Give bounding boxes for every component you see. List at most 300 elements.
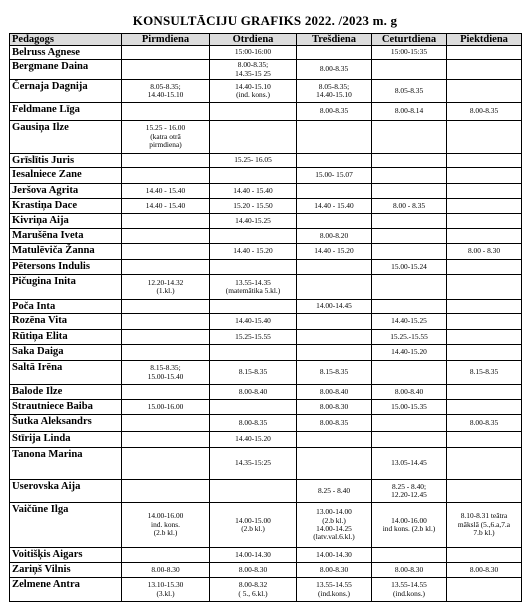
cell-line: 14.00-14.25	[316, 524, 352, 533]
cell-line: 8.15-8.35	[469, 367, 499, 377]
cell-line: 8.00-8.35	[319, 64, 349, 74]
cell-line: 8.00-8.35;	[237, 60, 269, 70]
cell-friday	[447, 275, 522, 300]
teacher-name: Jeršova Agrita	[10, 184, 122, 199]
cell-line: 8.25 - 8.40	[317, 485, 351, 495]
cell-line: 14.40 - 15.20	[314, 246, 354, 256]
table-body	[10, 46, 522, 602]
cell-line: 8.05-8.35	[394, 85, 424, 95]
cell-line: 14.40 - 15.40	[145, 200, 186, 210]
cell-monday	[122, 229, 210, 244]
cell-line: 8.25 - 8.40;	[391, 481, 427, 491]
cell-thursday	[372, 60, 447, 80]
cell-wednesday	[297, 503, 372, 548]
cell-tuesday	[210, 275, 297, 300]
header-tuesday: Otrdiena	[210, 34, 297, 46]
cell-thursday	[372, 184, 447, 199]
cell-tuesday	[210, 121, 297, 154]
cell-thursday	[372, 260, 447, 275]
cell-wednesday	[297, 46, 372, 60]
cell-friday	[447, 103, 522, 121]
table-row	[10, 578, 522, 602]
teacher-name: Strautniece Baiba	[10, 400, 122, 415]
cell-line: 14.40 - 15.40	[145, 185, 186, 195]
cell-line: (ind. kons.)	[236, 90, 270, 99]
cell-monday	[122, 345, 210, 361]
cell-line: 14.40-15.20	[391, 347, 427, 357]
cell-wednesday	[297, 229, 372, 244]
cell-monday	[122, 214, 210, 229]
cell-line: 8.00-8.14	[394, 106, 424, 116]
cell-line: (matemātika 5.kl.)	[225, 286, 281, 295]
cell-wednesday	[297, 199, 372, 214]
cell-tuesday	[210, 168, 297, 184]
cell-tuesday	[210, 199, 297, 214]
header-monday: Pirmdiena	[122, 34, 210, 46]
table-row	[10, 314, 522, 330]
cell-line: 15.00- 15.07	[315, 170, 353, 180]
cell-line: 14.40 - 15.40	[314, 200, 354, 210]
teacher-name: Grīslītis Juris	[10, 154, 122, 168]
cell-monday	[122, 60, 210, 80]
cell-thursday	[372, 400, 447, 415]
teacher-name: Rūtiņa Elita	[10, 330, 122, 345]
cell-line: 13.55-14.55	[316, 580, 352, 590]
cell-line: 14.40-15.10	[147, 90, 184, 99]
header-wednesday: Trešdiena	[297, 34, 372, 46]
teacher-name: Bergmane Daina	[10, 60, 122, 80]
cell-thursday	[372, 361, 447, 385]
cell-line: 14.35-15 25	[235, 68, 271, 78]
cell-tuesday	[210, 244, 297, 260]
cell-tuesday	[210, 345, 297, 361]
cell-line: 14.00-14.45	[316, 301, 352, 311]
cell-thursday	[372, 168, 447, 184]
cell-thursday	[372, 214, 447, 229]
table-row	[10, 154, 522, 168]
cell-tuesday	[210, 563, 297, 578]
cell-line: 13.55-14.35	[235, 277, 271, 287]
cell-line: 8.00-8.30	[319, 401, 349, 411]
table-row	[10, 361, 522, 385]
cell-line: (2.b kl.)	[153, 528, 178, 538]
cell-line: 13.10-15.30	[147, 580, 184, 590]
cell-line: 8.00 - 8.35	[392, 200, 426, 210]
cell-thursday	[372, 300, 447, 314]
cell-thursday	[372, 448, 447, 480]
cell-line: 14.40-15.20	[235, 434, 271, 444]
table-row	[10, 46, 522, 60]
table-row	[10, 480, 522, 503]
cell-line: 14.40-15.10	[316, 90, 352, 99]
cell-tuesday	[210, 361, 297, 385]
cell-monday	[122, 244, 210, 260]
teacher-name: Belruss Agnese	[10, 46, 122, 60]
cell-line: 8.00-8.30	[319, 564, 349, 574]
cell-tuesday	[210, 400, 297, 415]
cell-thursday	[372, 154, 447, 168]
cell-monday	[122, 480, 210, 503]
cell-tuesday	[210, 415, 297, 432]
cell-monday	[122, 260, 210, 275]
cell-wednesday	[297, 184, 372, 199]
teacher-name: Vaičūne Ilga	[10, 503, 122, 548]
cell-tuesday	[210, 480, 297, 503]
cell-wednesday	[297, 361, 372, 385]
cell-friday	[447, 385, 522, 400]
cell-monday	[122, 80, 210, 103]
cell-thursday	[372, 199, 447, 214]
cell-line: (katra otrā	[150, 131, 181, 141]
cell-line: 8.00-8.30	[394, 564, 424, 574]
cell-tuesday	[210, 60, 297, 80]
cell-tuesday	[210, 103, 297, 121]
cell-thursday	[372, 46, 447, 60]
cell-line: 12.20-14.32	[147, 277, 184, 287]
cell-monday	[122, 503, 210, 548]
cell-friday	[447, 121, 522, 154]
cell-tuesday	[210, 385, 297, 400]
cell-monday	[122, 432, 210, 448]
cell-wednesday	[297, 214, 372, 229]
cell-thursday	[372, 345, 447, 361]
cell-wednesday	[297, 103, 372, 121]
cell-friday	[447, 448, 522, 480]
cell-monday	[122, 184, 210, 199]
cell-thursday	[372, 103, 447, 121]
cell-line: (2.b kl.)	[241, 524, 265, 533]
cell-line: 8.00-8.35	[319, 106, 349, 116]
cell-thursday	[372, 80, 447, 103]
cell-line: 8.00-8.20	[319, 230, 349, 240]
table-row	[10, 300, 522, 314]
cell-line: ( 5., 6.kl.)	[238, 588, 268, 598]
cell-monday	[122, 361, 210, 385]
teacher-name: Feldmane Līga	[10, 103, 122, 121]
cell-monday	[122, 385, 210, 400]
table-row	[10, 345, 522, 361]
schedule-title: KONSULTĀCIJU GRAFIKS 2022. /2023 m. g	[132, 13, 398, 28]
header-row	[10, 34, 522, 46]
header-friday: Piektdiena	[447, 34, 522, 46]
cell-thursday	[372, 229, 447, 244]
cell-line: 13.55-14.55	[391, 580, 427, 590]
cell-line: 13.05-14.45	[391, 458, 427, 468]
cell-friday	[447, 361, 522, 385]
cell-line: 15.20 - 15.50	[233, 200, 273, 210]
cell-line: (ind.kons.)	[317, 588, 351, 598]
cell-wednesday	[297, 480, 372, 503]
cell-tuesday	[210, 432, 297, 448]
cell-friday	[447, 60, 522, 80]
cell-tuesday	[210, 330, 297, 345]
teacher-name: Marušēna Iveta	[10, 229, 122, 244]
cell-monday	[122, 548, 210, 563]
teacher-name: Kivriņa Aija	[10, 214, 122, 229]
cell-friday	[447, 199, 522, 214]
cell-line: 8.15-8.35	[319, 367, 349, 377]
teacher-name: Pičugina Inita	[10, 275, 122, 300]
cell-line: 14.00-14.30	[235, 549, 271, 559]
cell-line: (3.kl.)	[156, 588, 175, 598]
table-row	[10, 548, 522, 563]
cell-wednesday	[297, 432, 372, 448]
cell-line: 15:00-16:00	[234, 47, 272, 57]
cell-line: 8.00-8.32	[238, 580, 268, 590]
cell-friday	[447, 503, 522, 548]
cell-thursday	[372, 330, 447, 345]
cell-line: 8.05-8.35;	[150, 81, 181, 91]
cell-line: 14.00-16.00	[147, 511, 184, 521]
cell-line: 8.00-8.30	[469, 564, 499, 574]
cell-tuesday	[210, 46, 297, 60]
cell-friday	[447, 154, 522, 168]
cell-line: 15.25-15.55	[235, 331, 271, 341]
cell-line: 8.00-8.30	[238, 564, 268, 574]
cell-monday	[122, 330, 210, 345]
cell-line: 14.40-15.10	[235, 81, 271, 91]
cell-monday	[122, 415, 210, 432]
cell-wednesday	[297, 260, 372, 275]
cell-friday	[447, 244, 522, 260]
header-teacher: Pedagogs	[10, 34, 122, 46]
teacher-name: Voitišķis Aigars	[10, 548, 122, 563]
cell-line: 7.b kl.)	[473, 528, 495, 538]
cell-tuesday	[210, 548, 297, 563]
table-row	[10, 385, 522, 400]
teacher-name: Pētersons Indulis	[10, 260, 122, 275]
cell-wednesday	[297, 60, 372, 80]
cell-friday	[447, 400, 522, 415]
cell-monday	[122, 121, 210, 154]
cell-line: 8.15-8.35;	[150, 363, 181, 373]
cell-line: 14.35-15:25	[235, 458, 271, 468]
cell-line: mākslā (5.,6.a,7.a	[457, 519, 511, 529]
cell-line: (latv.val.6.kl.)	[313, 532, 355, 542]
cell-tuesday	[210, 503, 297, 548]
cell-line: 15.00-15.24	[391, 261, 427, 271]
table-row	[10, 214, 522, 229]
cell-tuesday	[210, 214, 297, 229]
cell-friday	[447, 330, 522, 345]
table-row	[10, 563, 522, 578]
cell-line: 14.00-16.00	[391, 515, 427, 525]
header-thursday: Ceturtdiena	[372, 34, 447, 46]
cell-line: 14.40-15.25	[235, 215, 271, 225]
cell-friday	[447, 46, 522, 60]
cell-tuesday	[210, 229, 297, 244]
cell-tuesday	[210, 300, 297, 314]
table-row	[10, 229, 522, 244]
cell-friday	[447, 314, 522, 330]
cell-monday	[122, 314, 210, 330]
cell-friday	[447, 548, 522, 563]
cell-monday	[122, 103, 210, 121]
cell-wednesday	[297, 121, 372, 154]
cell-friday	[447, 345, 522, 361]
cell-tuesday	[210, 578, 297, 602]
teacher-name: Gausiņa Ilze	[10, 121, 122, 154]
cell-thursday	[372, 548, 447, 563]
table-row	[10, 330, 522, 345]
cell-friday	[447, 229, 522, 244]
cell-friday	[447, 300, 522, 314]
table-row	[10, 400, 522, 415]
table-row	[10, 244, 522, 260]
cell-line: ind kons. (2.b kl.)	[382, 524, 436, 533]
cell-line: 8.10-8.31 teātra	[460, 511, 508, 521]
cell-monday	[122, 46, 210, 60]
cell-friday	[447, 432, 522, 448]
cell-line: 15.00-16.00	[147, 401, 184, 411]
cell-line: 8.00-8.40	[319, 386, 349, 396]
table-row	[10, 60, 522, 80]
cell-line: 15.25 - 16.00	[145, 123, 186, 133]
teacher-name: Userovska Aija	[10, 480, 122, 503]
cell-tuesday	[210, 154, 297, 168]
teacher-name: Matulēviča Žanna	[10, 244, 122, 260]
cell-thursday	[372, 244, 447, 260]
cell-friday	[447, 214, 522, 229]
cell-line: 8.00-8.35	[469, 106, 499, 116]
teacher-name: Tanona Marina	[10, 448, 122, 480]
cell-line: 14.00-14.30	[316, 549, 352, 559]
teacher-name: Iesalniece Zane	[10, 168, 122, 184]
cell-line: 8.00-8.35	[238, 417, 268, 427]
table-row	[10, 415, 522, 432]
cell-monday	[122, 448, 210, 480]
cell-tuesday	[210, 184, 297, 199]
cell-wednesday	[297, 345, 372, 361]
cell-line: (1.kl.)	[156, 286, 175, 295]
cell-thursday	[372, 385, 447, 400]
cell-thursday	[372, 503, 447, 548]
cell-wednesday	[297, 330, 372, 345]
table-row	[10, 260, 522, 275]
cell-line: 14.40-15.25	[391, 316, 427, 326]
cell-wednesday	[297, 385, 372, 400]
teacher-name: Zariņš Vilnis	[10, 563, 122, 578]
table-row	[10, 80, 522, 103]
cell-line: (2.b kl.)	[322, 515, 346, 525]
cell-line: 8.05-8.35;	[318, 81, 350, 91]
cell-wednesday	[297, 400, 372, 415]
cell-line: (ind.kons.)	[392, 588, 426, 598]
cell-line: pirmdiena)	[149, 140, 182, 150]
cell-thursday	[372, 314, 447, 330]
cell-line: 15.00-15.35	[391, 401, 427, 411]
cell-tuesday	[210, 314, 297, 330]
cell-wednesday	[297, 415, 372, 432]
teacher-name: Stīrija Linda	[10, 432, 122, 448]
cell-friday	[447, 168, 522, 184]
table-row	[10, 503, 522, 548]
teacher-name: Krastiņa Dace	[10, 199, 122, 214]
table-row	[10, 103, 522, 121]
cell-thursday	[372, 275, 447, 300]
cell-wednesday	[297, 80, 372, 103]
teacher-name: Rozēna Vita	[10, 314, 122, 330]
cell-wednesday	[297, 578, 372, 602]
cell-line: 15.00-15.40	[147, 371, 184, 381]
cell-line: 15.25- 16.05	[234, 155, 272, 165]
cell-line: ind. kons.	[151, 519, 180, 529]
cell-line: 8.00-8.30	[151, 564, 180, 574]
cell-wednesday	[297, 448, 372, 480]
cell-thursday	[372, 432, 447, 448]
cell-line: 15:00-15:35	[390, 47, 428, 57]
cell-friday	[447, 260, 522, 275]
cell-monday	[122, 199, 210, 214]
cell-wednesday	[297, 244, 372, 260]
cell-line: 14.40 - 15.20	[233, 246, 273, 256]
cell-line: 12.20-12.45	[391, 490, 427, 499]
cell-line: 8.00 - 8.30	[467, 246, 501, 256]
cell-wednesday	[297, 314, 372, 330]
cell-wednesday	[297, 168, 372, 184]
teacher-name: Poča Inta	[10, 300, 122, 314]
cell-tuesday	[210, 448, 297, 480]
cell-line: 15.25.-15.55	[390, 331, 428, 341]
cell-line: 13.00-14.00	[316, 507, 352, 517]
teacher-name: Šutka Aleksandrs	[10, 415, 122, 432]
cell-wednesday	[297, 300, 372, 314]
table-row	[10, 199, 522, 214]
cell-line: 14.40-15.40	[235, 316, 271, 326]
teacher-name: Černaja Dagnija	[10, 80, 122, 103]
teacher-name: Balode Ilze	[10, 385, 122, 400]
consultation-table	[9, 33, 522, 602]
table-row	[10, 168, 522, 184]
cell-line: 14.40 - 15.40	[233, 185, 273, 195]
cell-friday	[447, 578, 522, 602]
cell-thursday	[372, 480, 447, 503]
cell-line: 8.00-8.40	[394, 386, 424, 396]
teacher-name: Zelmene Antra	[10, 578, 122, 602]
cell-friday	[447, 184, 522, 199]
cell-monday	[122, 168, 210, 184]
cell-line: 8.00-8.35	[469, 417, 499, 427]
cell-line: 8.00-8.35	[319, 417, 349, 427]
teacher-name: Saltā Irēna	[10, 361, 122, 385]
cell-monday	[122, 154, 210, 168]
cell-wednesday	[297, 563, 372, 578]
cell-wednesday	[297, 275, 372, 300]
cell-monday	[122, 578, 210, 602]
cell-line: 8.15-8.35	[238, 367, 268, 377]
cell-monday	[122, 563, 210, 578]
cell-friday	[447, 80, 522, 103]
teacher-name: Saka Daiga	[10, 345, 122, 361]
cell-tuesday	[210, 80, 297, 103]
cell-monday	[122, 400, 210, 415]
table-row	[10, 432, 522, 448]
table-row	[10, 184, 522, 199]
cell-thursday	[372, 121, 447, 154]
cell-line: 14.00-15.00	[235, 515, 271, 525]
cell-wednesday	[297, 154, 372, 168]
table-row	[10, 448, 522, 480]
table-row	[10, 121, 522, 154]
cell-wednesday	[297, 548, 372, 563]
cell-friday	[447, 415, 522, 432]
cell-monday	[122, 275, 210, 300]
cell-thursday	[372, 415, 447, 432]
cell-friday	[447, 563, 522, 578]
cell-line: 8.00-8.40	[238, 386, 268, 396]
cell-tuesday	[210, 260, 297, 275]
cell-monday	[122, 300, 210, 314]
